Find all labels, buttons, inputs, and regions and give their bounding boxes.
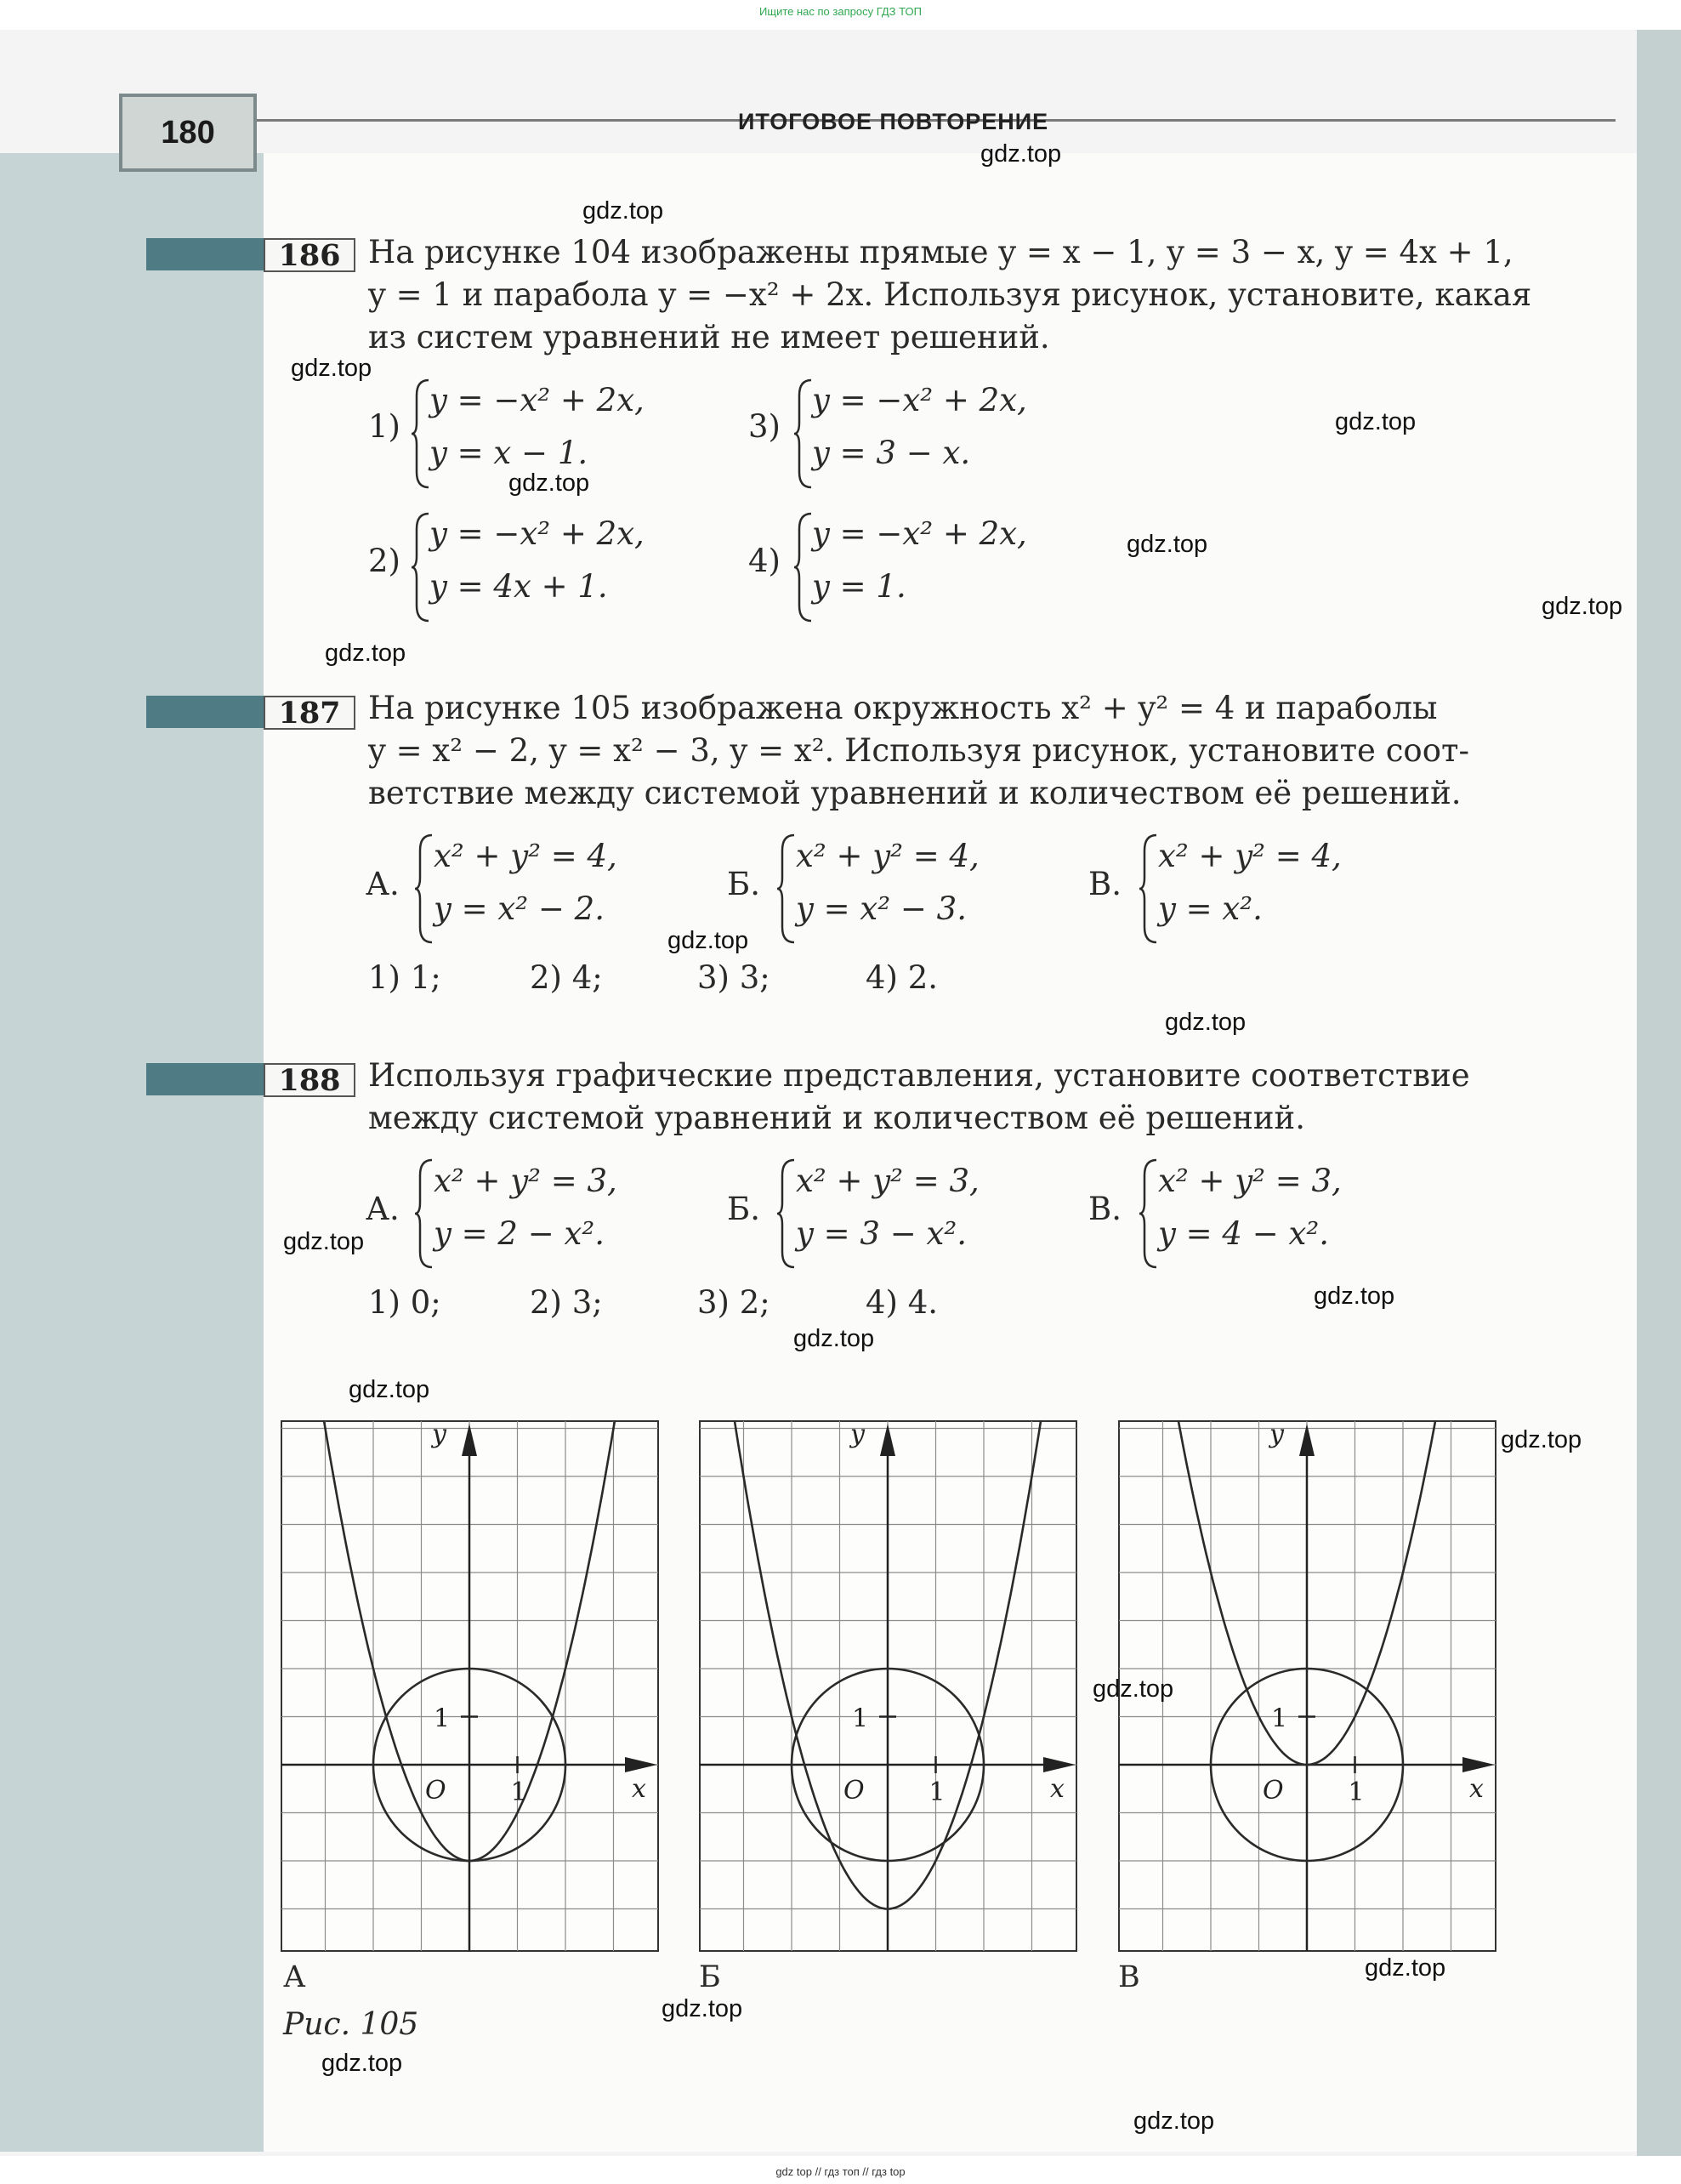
top-note: Ищите нас по запросу ГДЗ ТОП [759,5,922,18]
system-equations [429,508,645,613]
watermark: gdz.top [1314,1283,1395,1310]
page-title: ИТОГОВОЕ ПОВТОРЕНИЕ [738,109,1049,134]
equation: y = x² − 2. [434,890,605,927]
problem-band [146,696,274,728]
system-brace [413,1158,435,1269]
x-axis-label: x [1469,1774,1484,1804]
system-label: 2) [368,543,400,579]
y-tick-label: 1 [1271,1703,1288,1734]
system-label: 1) [368,408,400,445]
figure-caption: Рис. 105 [283,2007,419,2042]
watermark: gdz.top [1093,1675,1174,1703]
watermark: gdz.top [349,1376,430,1403]
equation: x² + y² = 3, [1158,1163,1342,1199]
problem-line: y = x² − 2, y = x² − 3, y = x². Используя рисунок, установите соот- [368,732,1469,769]
system-equations [796,830,980,936]
watermark: gdz.top [321,2050,403,2077]
watermark: gdz.top [582,197,664,225]
answer-option: 2) 3; [530,1284,603,1321]
graph-panel-c [1118,1420,1496,1952]
system-label: 3) [748,408,781,445]
equation: y = 4 − x². [1158,1215,1329,1252]
panel-label: Б [699,1960,721,1994]
problem-line: из систем уравнений не имеет решений. [368,319,1050,355]
watermark: gdz.top [1133,2107,1215,2135]
watermark: gdz.top [1501,1426,1582,1453]
y-tick-label: 1 [852,1703,869,1734]
answer-option: 3) 3; [697,959,770,996]
y-tick-label: 1 [434,1703,451,1734]
equation: y = −x² + 2x, [812,515,1027,552]
answer-option: 1) 1; [368,959,441,996]
equation: x² + y² = 4, [1158,838,1342,874]
right-margin-strip [1637,30,1681,2156]
answer-option: 4) 4. [866,1284,939,1321]
system-label: А. [366,1191,400,1227]
answer-option: 3) 2; [697,1284,770,1321]
y-axis-label: y [1269,1420,1284,1449]
watermark: gdz.top [667,927,749,954]
graph-panel-a [281,1420,659,1952]
problem-line: y = 1 и парабола y = −x² + 2x. Используя рисунок, установите, какая [368,276,1532,313]
problem-band [146,1063,274,1095]
system-brace [775,1158,798,1269]
system-brace [1138,1158,1160,1269]
system-equations [1158,1155,1342,1260]
problem-number: 186 [264,238,355,272]
equation: y = x². [1158,890,1263,927]
watermark: gdz.top [1127,531,1208,558]
system-label: Б. [727,1191,760,1227]
x-axis-label: x [1050,1774,1065,1804]
equation: y = 3 − x. [812,435,971,471]
x-axis-label: x [632,1774,646,1804]
problem-line: На рисунке 105 изображена окружность x² + y² = 4 и параболы [368,690,1438,726]
watermark: gdz.top [1165,1009,1247,1036]
equation: y = 3 − x². [796,1215,967,1252]
left-margin-strip [0,153,264,2152]
system-label: 4) [748,543,781,579]
watermark: gdz.top [1542,593,1623,620]
x-tick-label: 1 [1348,1777,1365,1807]
watermark: gdz.top [793,1325,875,1352]
equation: y = 4x + 1. [429,568,608,605]
system-brace [413,833,435,944]
system-label: Б. [727,866,760,902]
panel-label: В [1118,1960,1140,1994]
equation: x² + y² = 4, [434,838,617,874]
equation: y = −x² + 2x, [812,382,1027,418]
equation: y = −x² + 2x, [429,382,645,418]
system-equations [812,374,1027,480]
system-label: В. [1088,1191,1122,1227]
y-axis-label: y [432,1420,446,1449]
equation: y = x² − 3. [796,890,967,927]
watermark: gdz.top [325,640,406,667]
watermark: gdz.top [1365,1954,1446,1982]
problem-line: Используя графические представления, установите соответствие [368,1057,1470,1094]
y-axis-label: y [850,1420,865,1449]
answer-option: 4) 2. [866,959,939,996]
origin-label: O [425,1776,446,1806]
system-brace [775,833,798,944]
equation: y = −x² + 2x, [429,515,645,552]
system-equations [434,830,617,936]
system-brace [1138,833,1160,944]
answer-option: 2) 4; [530,959,603,996]
problem-number: 188 [264,1063,355,1097]
system-label: А. [366,866,400,902]
watermark: gdz.top [1335,408,1417,435]
equation: y = 1. [812,568,906,605]
origin-label: O [1263,1776,1284,1806]
system-equations [1158,830,1342,936]
watermark: gdz.top [283,1228,365,1255]
x-tick-label: 1 [929,1777,946,1807]
system-equations [796,1155,980,1260]
panel-label: А [283,1960,306,1994]
system-equations [812,508,1027,613]
system-label: В. [1088,866,1122,902]
origin-label: O [843,1776,865,1806]
answer-option: 1) 0; [368,1284,441,1321]
equation: x² + y² = 4, [796,838,980,874]
x-tick-label: 1 [510,1777,527,1807]
equation: y = x − 1. [429,435,588,471]
problem-band [146,238,274,270]
problem-line: между системой уравнений и количеством её решений. [368,1100,1305,1136]
watermark: gdz.top [662,1995,743,2022]
page-number: 180 [119,94,257,172]
equation: y = 2 − x². [434,1215,605,1252]
system-equations [434,1155,617,1260]
problem-number: 187 [264,696,355,730]
equation: x² + y² = 3, [796,1163,980,1199]
equation: x² + y² = 3, [434,1163,617,1199]
problem-line: ветствие между системой уравнений и количеством её решений. [368,775,1462,811]
watermark: gdz.top [291,355,372,382]
system-equations [429,374,645,480]
problem-line: На рисунке 104 изображены прямые y = x − 1, y = 3 − x, y = 4x + 1, [368,234,1513,270]
watermark: gdz.top [980,140,1062,168]
bottom-note: gdz top // гдз топ // гдз top [775,2165,906,2178]
graph-panel-b [699,1420,1077,1952]
watermark: gdz.top [508,469,590,497]
